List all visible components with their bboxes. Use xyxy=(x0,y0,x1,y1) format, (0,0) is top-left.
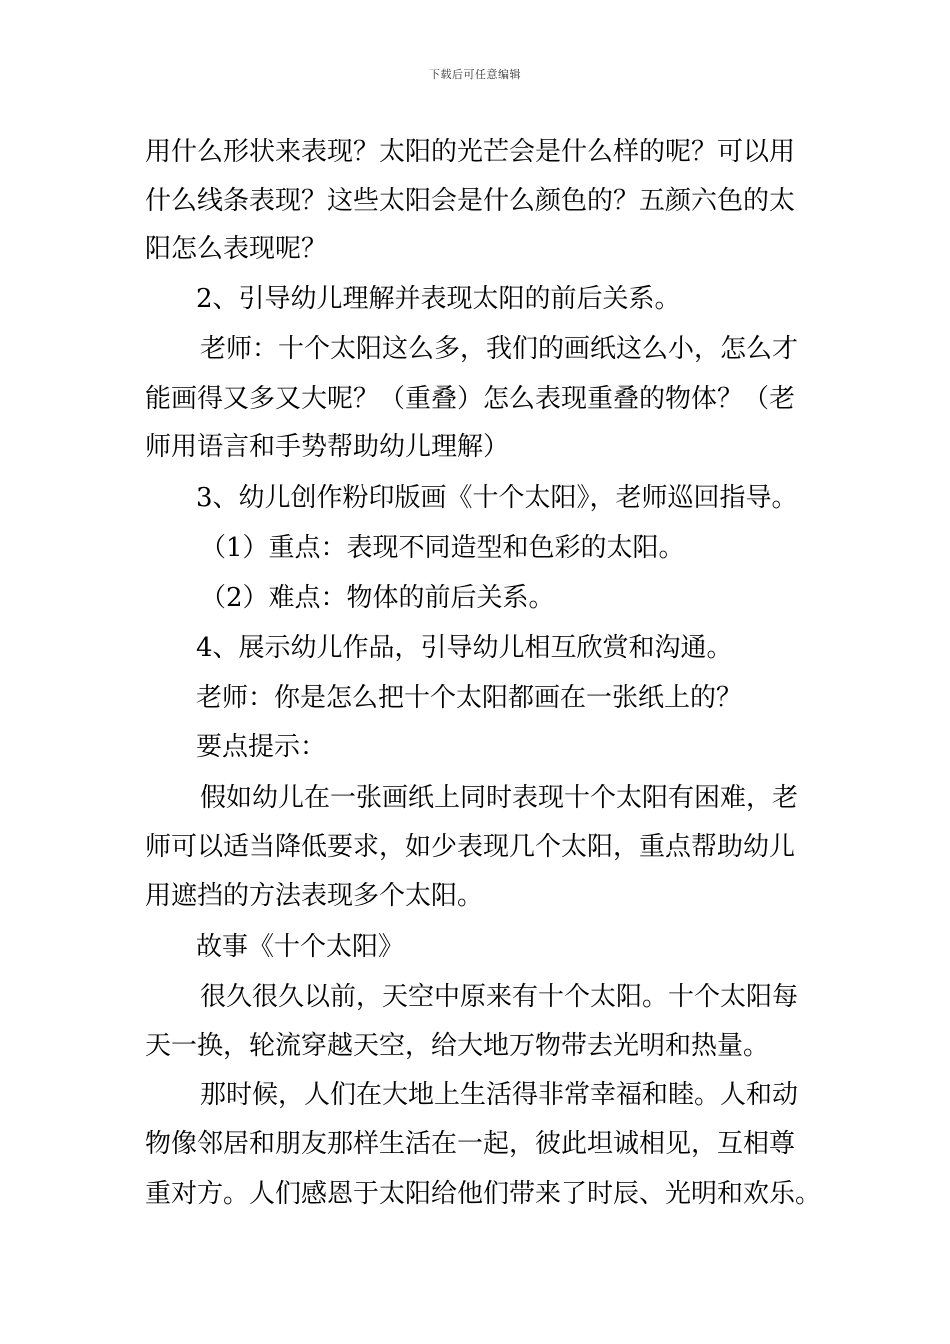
paragraph-line: 很久很久以前，天空中原来有十个太阳。十个太阳每 xyxy=(200,982,799,1012)
paragraph-line: 假如幼儿在一张画纸上同时表现十个太阳有困难，老 xyxy=(200,783,799,813)
paragraph-line: 故事《十个太阳》 xyxy=(196,932,405,962)
paragraph-line: （1）重点：表现不同造型和色彩的太阳。 xyxy=(200,533,685,563)
paragraph-line: 天一换，轮流穿越天空，给大地万物带去光明和热量。 xyxy=(145,1031,770,1061)
paragraph-line: 老师：十个太阳这么多，我们的画纸这么小，怎么才 xyxy=(200,334,799,364)
paragraph-line: 重对方。人们感恩于太阳给他们带来了时辰、光明和欢乐。 xyxy=(145,1179,822,1209)
paragraph-line: 4、展示幼儿作品，引导幼儿相互欣赏和沟通。 xyxy=(196,633,733,663)
paragraph-line: 物像邻居和朋友那样生活在一起，彼此坦诚相见，互相尊 xyxy=(145,1129,796,1159)
paragraph-line: 2、引导幼儿理解并表现太阳的前后关系。 xyxy=(196,284,681,314)
paragraph-line: （2）难点：物体的前后关系。 xyxy=(200,583,555,613)
page-header: 下载后可任意编辑 xyxy=(429,68,521,81)
paragraph-line: 老师：你是怎么把十个太阳都画在一张纸上的？ xyxy=(196,683,743,713)
paragraph-line: 那时候，人们在大地上生活得非常幸福和睦。人和动 xyxy=(200,1080,799,1110)
paragraph-line: 要点提示： xyxy=(196,732,327,762)
paragraph-line: 师用语言和手势帮助幼儿理解） xyxy=(145,432,510,462)
paragraph-line: 阳怎么表现呢？ xyxy=(145,234,328,264)
paragraph-line: 师可以适当降低要求，如少表现几个太阳，重点帮助幼儿 xyxy=(145,832,796,862)
paragraph-line: 什么线条表现？这些太阳会是什么颜色的？五颜六色的太 xyxy=(145,186,796,216)
paragraph-line: 用遮挡的方法表现多个太阳。 xyxy=(145,881,484,911)
paragraph-line: 3、幼儿创作粉印版画《十个太阳》，老师巡回指导。 xyxy=(196,483,798,513)
paragraph-line: 用什么形状来表现？太阳的光芒会是什么样的呢？可以用 xyxy=(145,137,796,167)
paragraph-line: 能画得又多又大呢？（重叠）怎么表现重叠的物体？（老 xyxy=(145,384,796,414)
